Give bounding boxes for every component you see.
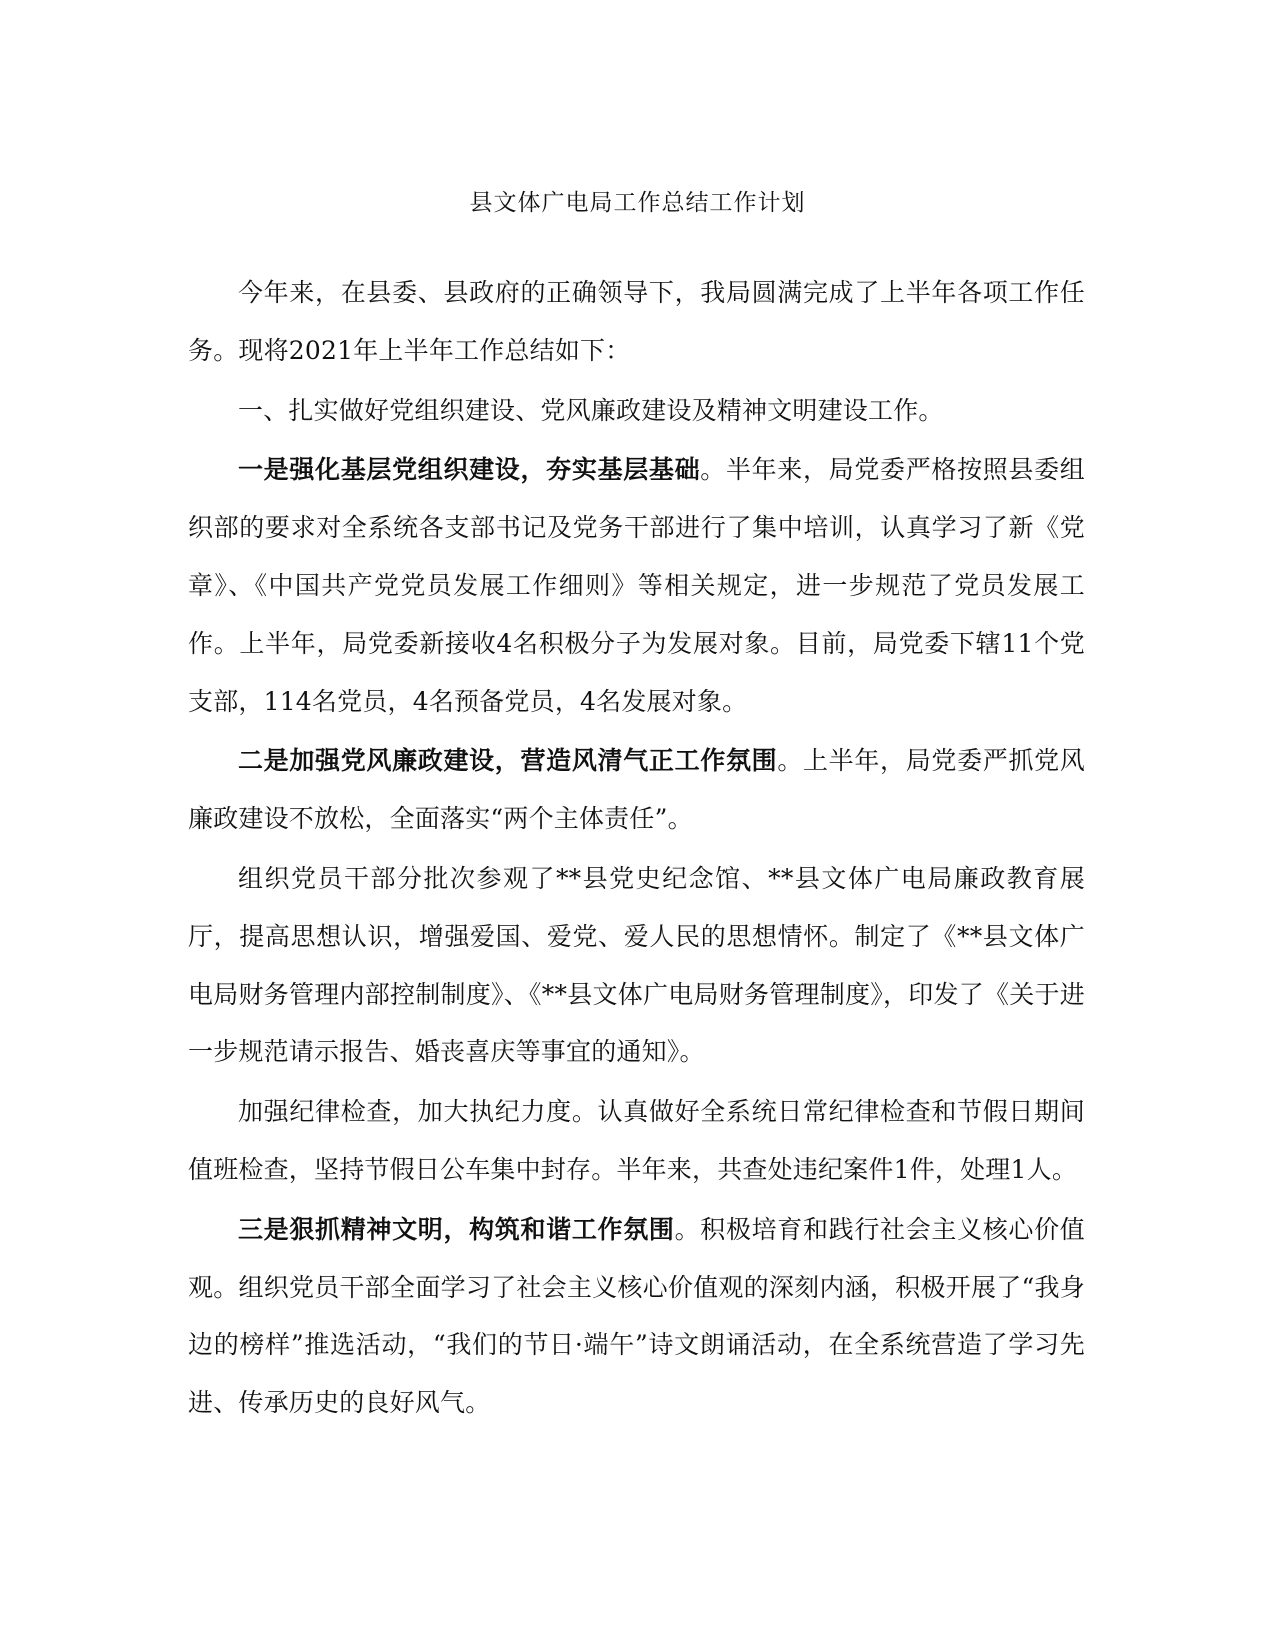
paragraph-text: 一、扎实做好党组织建设、党风廉政建设及精神文明建设工作。 bbox=[238, 395, 944, 425]
document-body bbox=[188, 264, 1085, 1434]
paragraph-lead: 二是加强党风廉政建设，营造风清气正工作氛围 bbox=[238, 746, 778, 776]
paragraph-text: 今年来，在县委、县政府的正确领导下，我局圆满完成了上半年各项工作任务。现将2021年上半年工作总结如下： bbox=[188, 278, 1085, 365]
paragraph-text: 组织党员干部分批次参观了**县党史纪念馆、**县文体广电局廉政教育展厅，提高思想认识，增强爱国、爱党、爱人民的思想情怀。制定了《**县文体广电局财务管理内部控制制度》、《**县文体广电局财务管理制度》，印发了《关于进一步规范请示报告、婚丧喜庆等事宜的通知》。 bbox=[188, 863, 1085, 1067]
paragraph-text: 。上半年，局党委严抓党风廉政建设不放松，全面落实“两个主体责任”。 bbox=[188, 746, 1086, 834]
paragraph-lead: 一是强化基层党组织建设，夯实基层基础 bbox=[238, 455, 701, 485]
paragraph-discipline bbox=[188, 1083, 1085, 1199]
document-title: 县文体广电局工作总结工作计划 bbox=[469, 190, 806, 216]
paragraph-visits-and-rules bbox=[188, 850, 1085, 1081]
paragraph-lead: 三是狠抓精神文明，构筑和谐工作氛围 bbox=[238, 1214, 675, 1244]
paragraph-text: 加强纪律检查，加大执纪力度。认真做好全系统日常纪律检查和节假日期间值班检查，坚持节假日公车集中封存。半年来，共查处违纪案件1件，处理1人。 bbox=[188, 1097, 1085, 1184]
paragraph-party-organization bbox=[188, 441, 1085, 730]
paragraph-text: 。积极培育和践行社会主义核心价值观。组织党员干部全面学习了社会主义核心价值观的深刻内涵，积极开展了“我身边的榜样”推选活动，“我们的节日·端午”诗文朗诵活动，在全系统营造了学习先进、传承历史的良好风气。 bbox=[188, 1214, 1085, 1418]
paragraph-integrity-building bbox=[188, 732, 1085, 848]
paragraph-text: 。半年来，局党委严格按照县委组织部的要求对全系统各支部书记及党务干部进行了集中培训，认真学习了新《党章》、《中国共产党党员发展工作细则》等相关规定，进一步规范了党员发展工作。上半年，局党委新接收4名积极分子为发展对象。目前，局党委下辖11个党支部，114名党员，4名预备党员，4名发展对象。 bbox=[188, 455, 1085, 716]
paragraph-intro bbox=[188, 264, 1085, 380]
paragraph-spiritual-civilization bbox=[188, 1201, 1085, 1432]
section-heading-1 bbox=[188, 382, 1085, 440]
